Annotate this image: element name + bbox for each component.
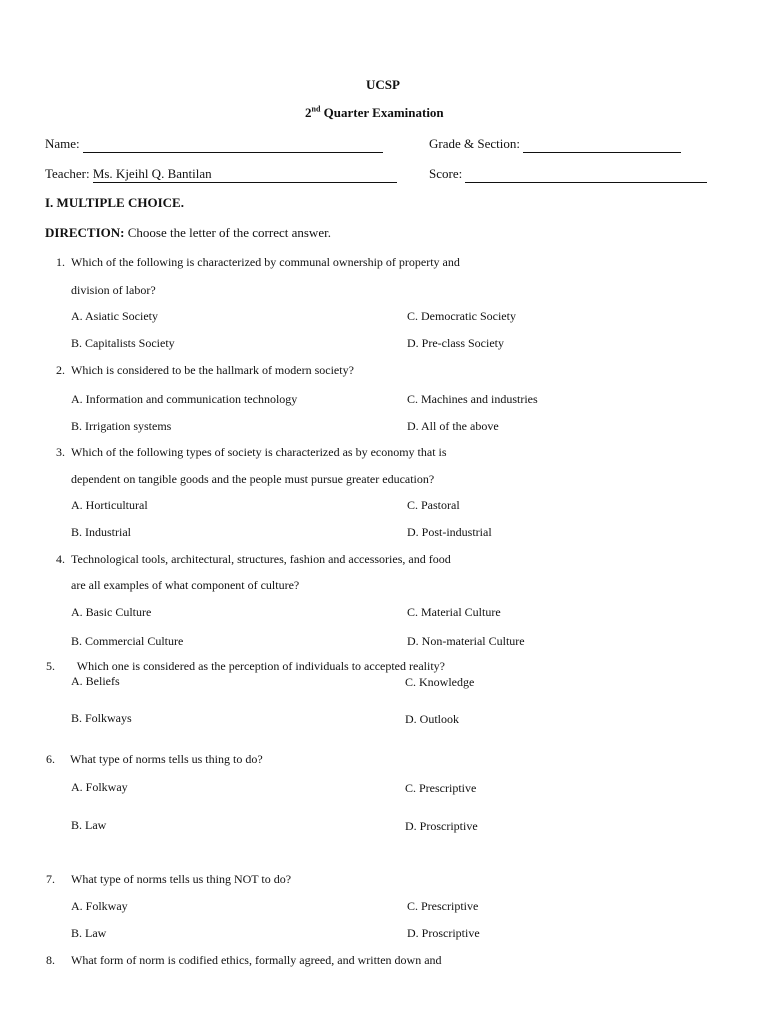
choice-d[interactable]: D. Proscriptive: [405, 819, 478, 833]
teacher-field: [45, 166, 397, 183]
score-field[interactable]: [429, 166, 707, 183]
question-number: 6.: [46, 752, 55, 766]
choice-d[interactable]: D. Proscriptive: [407, 926, 480, 940]
grade-section-blank[interactable]: [523, 136, 681, 153]
exam-title-text: Quarter Examination: [320, 105, 444, 120]
choice-c[interactable]: C. Pastoral: [407, 498, 460, 512]
question-text: Which is considered to be the hallmark of modern society?: [71, 363, 354, 377]
question-number: 2.: [56, 363, 65, 377]
choice-c[interactable]: C. Prescriptive: [405, 781, 477, 795]
name-field[interactable]: [45, 136, 383, 153]
name-blank[interactable]: [83, 136, 383, 153]
question-text: dependent on tangible goods and the people must pursue greater education?: [71, 472, 435, 486]
grade-section-label: Grade & Section:: [429, 136, 520, 151]
question-text: Which of the following is characterized by communal ownership of property and: [71, 255, 460, 269]
section-title: I. MULTIPLE CHOICE.: [45, 195, 184, 210]
question-text: What type of norms tells us thing NOT to do?: [71, 872, 292, 886]
choice-b[interactable]: B. Law: [71, 926, 107, 940]
direction: [45, 225, 331, 241]
choice-b[interactable]: B. Commercial Culture: [71, 634, 184, 648]
question-text: What form of norm is codified ethics, formally agreed, and written down and: [71, 953, 442, 967]
choice-b[interactable]: B. Law: [71, 818, 107, 832]
choice-c[interactable]: C. Machines and industries: [407, 392, 538, 406]
question-number: 8.: [46, 953, 55, 967]
choice-b[interactable]: B. Capitalists Society: [71, 336, 175, 350]
choice-a[interactable]: A. Asiatic Society: [71, 309, 158, 323]
question-number: 5.: [46, 659, 55, 673]
teacher-value: Ms. Kjeihl Q. Bantilan: [92, 166, 212, 181]
name-label: Name:: [45, 136, 80, 151]
score-label: Score:: [429, 166, 463, 181]
direction-label: DIRECTION:: [45, 225, 125, 240]
question-text: Which one is considered as the perception of individuals to accepted reality?: [71, 659, 445, 673]
choice-c[interactable]: C. Material Culture: [407, 605, 501, 619]
question-number: 7.: [46, 872, 55, 886]
choice-c[interactable]: C. Knowledge: [405, 675, 475, 689]
question-number: 1.: [56, 255, 65, 269]
choice-c[interactable]: C. Democratic Society: [407, 309, 516, 323]
choice-a[interactable]: A. Folkway: [71, 899, 128, 913]
question-text: What type of norms tells us thing to do?: [70, 752, 263, 766]
teacher-value-line: [93, 166, 397, 183]
question-number: 3.: [56, 445, 65, 459]
exam-title: [305, 105, 444, 121]
choice-b[interactable]: B. Industrial: [71, 525, 131, 539]
question-text: are all examples of what component of culture?: [71, 578, 300, 592]
question-text: division of labor?: [71, 283, 156, 297]
choice-d[interactable]: D. Pre-class Society: [407, 336, 504, 350]
choice-a[interactable]: A. Basic Culture: [71, 605, 152, 619]
choice-d[interactable]: D. Outlook: [405, 712, 459, 726]
direction-text: Choose the letter of the correct answer.: [124, 225, 331, 240]
choice-a[interactable]: A. Beliefs: [71, 674, 120, 688]
choice-a[interactable]: A. Folkway: [71, 780, 128, 794]
question-text: Technological tools, architectural, structures, fashion and accessories, and food: [71, 552, 451, 566]
choice-b[interactable]: B. Folkways: [71, 711, 132, 725]
exam-title-ordinal: nd: [311, 104, 321, 114]
choice-c[interactable]: C. Prescriptive: [407, 899, 479, 913]
teacher-label: Teacher:: [45, 166, 90, 181]
choice-d[interactable]: D. Non-material Culture: [407, 634, 525, 648]
choice-b[interactable]: B. Irrigation systems: [71, 419, 172, 433]
exam-subject: UCSP: [366, 77, 400, 92]
question-number: 4.: [56, 552, 65, 566]
choice-d[interactable]: D. Post-industrial: [407, 525, 492, 539]
choice-d[interactable]: D. All of the above: [407, 419, 499, 433]
choice-a[interactable]: A. Horticultural: [71, 498, 148, 512]
choice-a[interactable]: A. Information and communication technology: [71, 392, 298, 406]
grade-section-field[interactable]: [429, 136, 681, 153]
score-blank[interactable]: [465, 166, 707, 183]
exam-title-number: 2: [305, 105, 312, 120]
question-text: Which of the following types of society is characterized as by economy that is: [71, 445, 447, 459]
